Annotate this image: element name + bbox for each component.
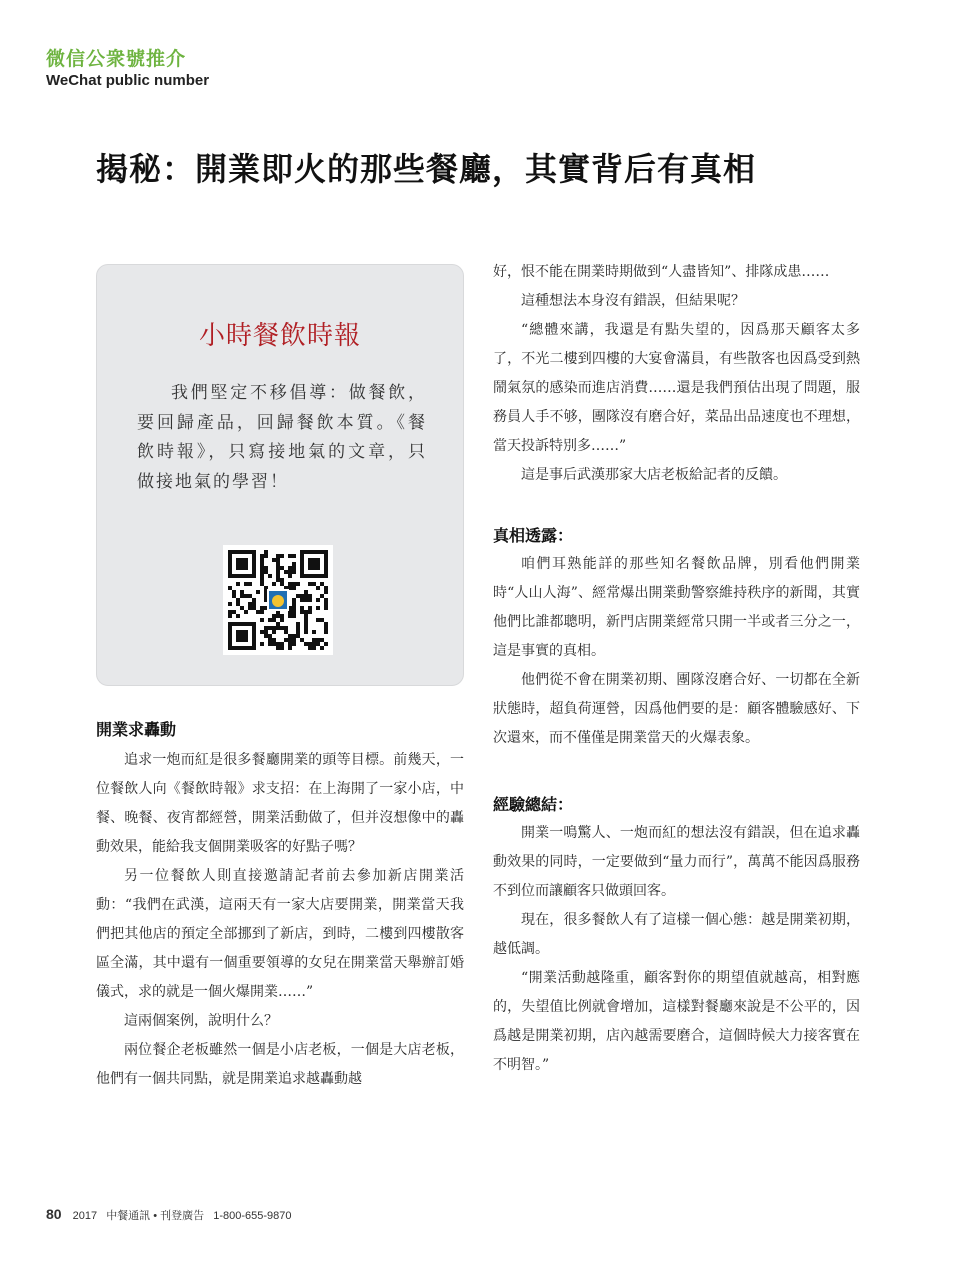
page-footer	[46, 1206, 298, 1223]
page-number: 80	[46, 1206, 62, 1222]
left-column	[96, 716, 464, 1094]
heading-truth-revealed: 真相透露：	[493, 526, 574, 545]
paragraph: 咱們耳熟能詳的那些知名餐飲品牌，別看他們開業時“人山人海”、經常爆出開業動警察維持秩序的新聞，其實他們比誰都聰明，新門店開業經常只開一半或者三分之一，這是事實的真相。	[493, 556, 860, 659]
heading-opening-buzz: 開業求轟動	[96, 720, 177, 739]
paragraph: 好，恨不能在開業時期做到“人盡皆知”、排隊成患……	[493, 264, 830, 280]
paragraph: 這是事后武漢那家大店老板給記者的反饋。	[521, 467, 787, 483]
footer-year: 2017	[72, 1210, 98, 1222]
paragraph: 開業一鳴驚人、一炮而紅的想法沒有錯誤，但在追求轟動效果的同時，一定要做到“量力而行”，萬萬不能因爲服務不到位而讓顧客只做頭回客。	[493, 825, 860, 899]
paragraph: 他們從不會在開業初期、團隊沒磨合好、一切都在全新狀態時，超負荷運營，因爲他們要的是：顧客體驗感好、下次還來，而不僅僅是開業當天的火爆表象。	[493, 672, 860, 746]
article-title: 揭秘：開業即火的那些餐廳，其實背后有真相	[96, 150, 757, 188]
paragraph: 兩位餐企老板雖然一個是小店老板，一個是大店老板，他們有一個共同點，就是開業追求越轟動越	[96, 1042, 464, 1087]
promo-title: 小時餐飲時報	[198, 321, 361, 351]
paragraph: 這種想法本身沒有錯誤，但結果呢？	[521, 293, 745, 309]
qr-code-graphic	[223, 545, 333, 655]
section-label-en: WeChat public number	[46, 72, 210, 89]
section-label-cn: 微信公衆號推介	[46, 48, 187, 70]
paragraph: 另一位餐飲人則直接邀請記者前去參加新店開業活動：“我們在武漢，這兩天有一家大店要開業，開業當天我們把其他店的預定全部挪到了新店，到時，二樓到四樓散客區全滿，其中還有一個重要領導的女兒在開業當天舉辦訂婚儀式，求的就是一個火爆開業……”	[96, 868, 464, 1000]
paragraph: “總體來講，我還是有點失望的，因爲那天顧客太多了，不光二樓到四樓的大宴會滿員，有些散客也因爲受到熱鬧氣氛的感染而進店消費……還是我們預估出現了問題，服務員人手不够，團隊沒有磨合好，菜品出品速度也不理想，當天投訴特別多……”	[493, 322, 860, 454]
promo-text: 我們堅定不移倡導：做餐飲，要回歸產品，回歸餐飲本質。《餐飲時報》，只寫接地氣的文章，只做接地氣的學習！	[137, 383, 427, 492]
heading-summary: 經驗總結：	[493, 795, 574, 814]
paragraph: 現在，很多餐飲人有了這樣一個心態：越是開業初期，越低調。	[493, 912, 860, 957]
qr-code-icon[interactable]	[223, 545, 333, 655]
paragraph: “開業活動越隆重，顧客對你的期望值就越高，相對應的，失望值比例就會增加，這樣對餐廳來說是不公平的，因爲越是開業初期，店內越需要磨合，這個時候大力接客實在不明智。”	[493, 970, 860, 1073]
paragraph: 這兩個案例，說明什么？	[124, 1013, 278, 1029]
footer-phone: 1-800-655-9870	[213, 1210, 292, 1222]
right-column	[493, 258, 860, 1080]
paragraph: 追求一炮而紅是很多餐廳開業的頭等目標。前幾天，一位餐飲人向《餐飲時報》求支招：在上海開了一家小店，中餐、晚餐、夜宵都經營，開業活動做了，但并沒想像中的轟動效果，能給我支個開業吸客的好點子嗎？	[96, 752, 464, 855]
footer-publication: 中餐通訊 • 刊登廣告	[106, 1210, 205, 1222]
promo-box	[96, 264, 464, 686]
